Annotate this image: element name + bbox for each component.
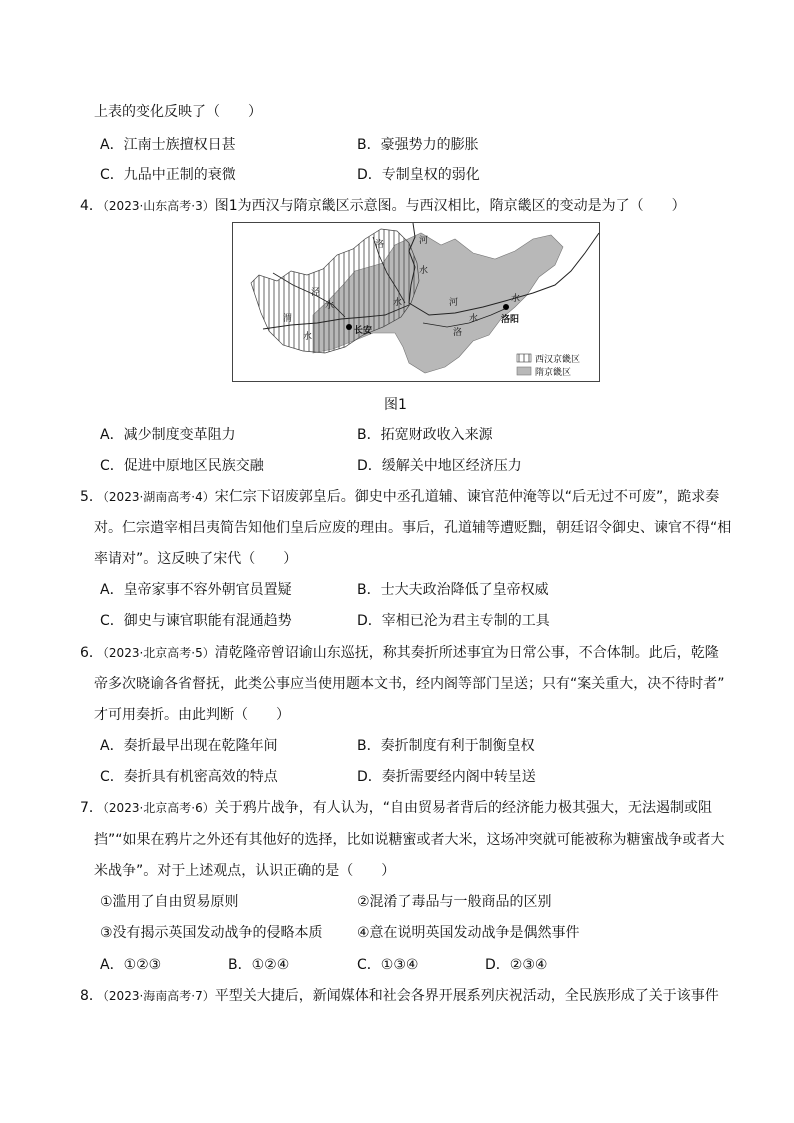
q5-stem-line-3: 率请对”。这反映了宋代（ ）: [94, 551, 298, 567]
q6-option-b[interactable]: B．奏折制度有利于制衡皇权: [357, 738, 535, 754]
q6-text-1: 清乾隆帝曾诏谕山东巡抚，称其奏折所述事宜为日常公事，不合体制。此后，乾隆: [214, 645, 719, 661]
luoyang-label: 洛阳: [501, 315, 520, 325]
q7-text-1: 关于鸦片战争，有人认为，“自由贸易者背后的经济能力极其强大，无法遏制或阻: [214, 800, 712, 816]
q5-option-a[interactable]: A．皇帝家事不容外朝官员置疑: [100, 582, 292, 598]
q4-source: （2023·山东高考·3）: [102, 199, 215, 213]
label-jing: 泾: [311, 288, 321, 298]
label-he-mid: 河: [449, 298, 459, 308]
q4-option-a[interactable]: A．减少制度变革阻力: [100, 427, 236, 443]
q7-item-4: ④意在说明英国发动战争是偶然事件: [357, 925, 580, 941]
q5-option-c[interactable]: C．御史与谏官职能有混通趋势: [100, 613, 292, 629]
q6-stem-line-1: [80, 643, 719, 663]
q7-option-c[interactable]: C．①③④: [357, 957, 419, 973]
q3-option-a[interactable]: A．江南士族擅权日甚: [100, 137, 236, 153]
q4-option-c[interactable]: C．促进中原地区民族交融: [100, 458, 264, 474]
legend-sui-swatch: [517, 367, 531, 375]
q5-option-b[interactable]: B．士大夫政治降低了皇帝权威: [357, 582, 549, 598]
legend-sui-label: 隋京畿区: [535, 368, 572, 378]
q8-source: （2023·海南高考·7）: [102, 989, 215, 1003]
label-shui-left: 水: [303, 332, 313, 342]
legend-han-label: 西汉京畿区: [535, 355, 581, 365]
q8-stem: [80, 986, 719, 1006]
q6-source: （2023·北京高考·5）: [102, 646, 215, 660]
q4-text: 图1为西汉与隋京畿区示意图。与西汉相比，隋京畿区的变动是为了（ ）: [214, 198, 686, 214]
q5-text-1: 宋仁宗下诏废郭皇后。御史中丞孔道辅、谏官范仲淹等以“后无过不可废”，跪求奏: [214, 489, 720, 505]
q5-stem-line-1: [80, 487, 719, 507]
q7-item-2: ②混淆了毒品与一般商品的区别: [357, 894, 552, 910]
q6-number: 6．: [80, 645, 103, 661]
q4-number: 4．: [80, 198, 103, 214]
q5-source: （2023·湖南高考·4）: [102, 490, 215, 504]
q3-option-d[interactable]: D．专制皇权的弱化: [357, 167, 480, 183]
q7-item-1: ①滥用了自由贸易原则: [100, 894, 239, 910]
q7-stem-line-3: 米战争”。对于上述观点，认识正确的是（ ）: [94, 863, 396, 879]
label-shui-luo: 水: [469, 314, 479, 324]
q8-number: 8．: [80, 988, 103, 1004]
q7-item-3: ③没有揭示英国发动战争的侵略本质: [100, 925, 323, 941]
label-luo-top: 洛: [375, 240, 385, 250]
han-region: [251, 229, 419, 353]
q5-option-d[interactable]: D．宰相已沦为君主专制的工具: [357, 613, 550, 629]
q7-option-b[interactable]: B．①②④: [228, 957, 290, 973]
q7-number: 7．: [80, 800, 103, 816]
label-shui-jing: 水: [325, 301, 335, 311]
q4-map-figure: [232, 222, 600, 382]
label-shui-top: 水: [419, 266, 429, 276]
q7-option-a[interactable]: A．①②③: [100, 957, 162, 973]
label-shui-mid: 水: [511, 294, 521, 304]
legend-han-swatch: [517, 354, 531, 362]
q7-source: （2023·北京高考·6）: [102, 801, 215, 815]
q4-option-d[interactable]: D．缓解关中地区经济压力: [357, 458, 522, 474]
q6-option-a[interactable]: A．奏折最早出现在乾隆年间: [100, 738, 278, 754]
q4-option-b[interactable]: B．拓宽财政收入来源: [357, 427, 493, 443]
label-wei: 渭: [283, 314, 293, 324]
q3-option-b[interactable]: B．豪强势力的膨胀: [357, 137, 479, 153]
q6-stem-line-2: 帝多次晓谕各省督抚，此类公事应当使用题本文书，经内阁等部门呈送；只有“案关重大，决不待时者”: [94, 676, 725, 692]
q8-text: 平型关大捷后，新闻媒体和社会各界开展系列庆祝活动，全民族形成了关于该事件: [214, 988, 719, 1004]
q3-stem: 上表的变化反映了（ ）: [94, 104, 262, 120]
label-luo-mid: 洛: [453, 328, 463, 338]
q6-stem-line-3: 才可用奏折。由此判断（ ）: [94, 707, 290, 723]
label-shui-wei: 水: [393, 298, 403, 308]
luoyang-dot: [503, 304, 509, 310]
label-he-top: 河: [419, 236, 429, 246]
changan-dot: [346, 324, 352, 330]
changan-label: 长安: [354, 326, 373, 336]
q5-stem-line-2: 对。仁宗遣宰相吕夷简告知他们皇后应废的理由。事后，孔道辅等遭贬黜，朝廷诏令御史、谏官不得“相: [94, 520, 732, 536]
q6-option-c[interactable]: C．奏折具有机密高效的特点: [100, 769, 278, 785]
q3-option-c[interactable]: C．九品中正制的衰微: [100, 167, 236, 183]
figure-caption: 图1: [384, 397, 407, 413]
q7-option-d[interactable]: D．②③④: [485, 957, 548, 973]
q7-stem-line-2: 挡”“如果在鸦片之外还有其他好的选择，比如说糖蜜或者大米，这场冲突就可能被称为糖蜜战争或者大: [94, 832, 725, 848]
q5-number: 5．: [80, 489, 103, 505]
q4-stem: [80, 196, 686, 216]
map-svg: [233, 223, 600, 382]
q7-stem-line-1: [80, 798, 712, 818]
q6-option-d[interactable]: D．奏折需要经内阁中转呈送: [357, 769, 536, 785]
